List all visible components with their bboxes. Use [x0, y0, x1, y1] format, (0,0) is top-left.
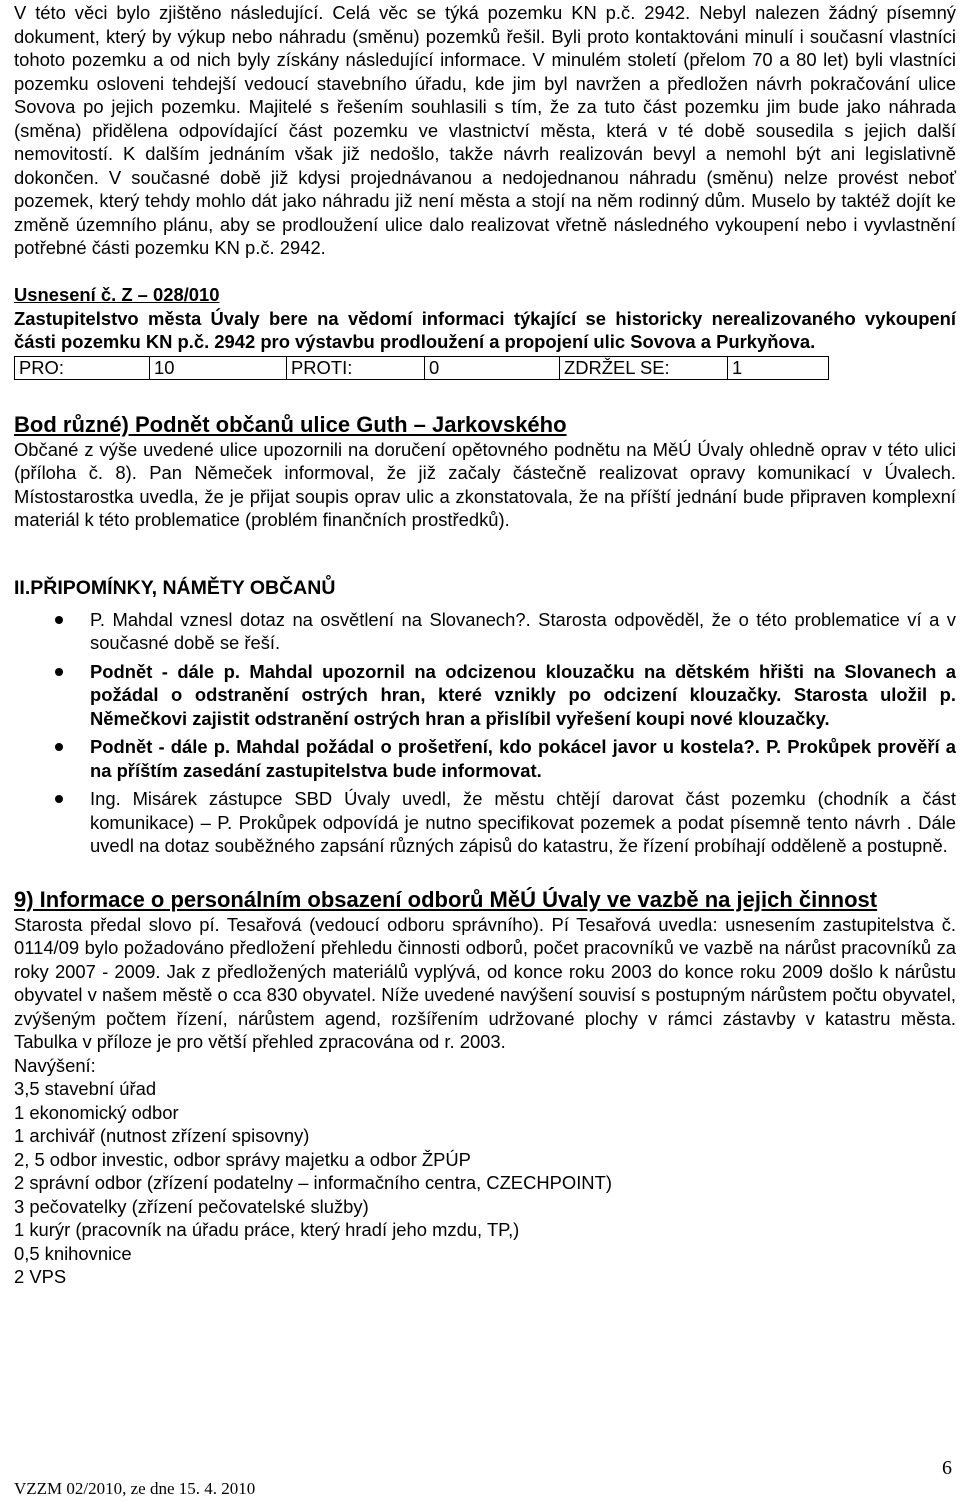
resolution-label — [14, 283, 956, 307]
bod-ruzne-heading-text: Bod různé) Podnět občanů ulice Guth – Jarkovského — [14, 411, 567, 437]
bullet-icon — [55, 616, 63, 624]
increase-item: 1 archivář (nutnost zřízení spisovny) — [14, 1125, 310, 1146]
bod-ruzne-heading — [14, 411, 956, 438]
intro-paragraph: V této věci bylo zjištěno následující. Celá věc se týká pozemku KN p.č. 2942. Nebyl nalezen žádný písemný dokument, který by výkup nebo náhradu (směnu) pozemků řešil. Byli proto kontaktováni minulí i současní vlastníci tohoto pozemku a od nich byly získány následující informace. V minulém století (přelom 70 a 80 let) byli vlastníci pozemku osloveni tehdejší vedoucí stavebního úřadu, kde jim byl navržen a předložen návrh pokračování ulice Sovova po jejich pozemku. Majitelé s řešením souhlasili s tím, že za tuto část pozemku jim bude jako náhrada (směna) přidělena odpovídající část pozemku ve vlastnictví města, která v té době sousedila s jejich další nemovitostí. K dalším jednáním však již nedošlo, takže návrh realizován bevyl a nemohl být ani legislativně dokončen. V současné době již kdysi projednávanou a nedojednanou náhradu (směnu) nelze provést neboť pozemek, který tehdy mohlo dát jako náhradu již není města a stojí na něm rodinný dům. Muselo by taktéž dojít ke změně územního plánu, aby se prodloužení ulice dalo realizovat vřetně následného vykoupení nebo i vyvlastnění potřebné části pozemku KN p.č. 2942. — [14, 2, 956, 258]
document-page — [14, 0, 956, 1289]
section9-paragraph: Starosta předal slovo pí. Tesařová (vedoucí odboru správního). Pí Tesařová uvedla: usnesením zastupitelstva č. 0114/09 bylo požadováno předložení přehledu činnosti odborů, počet pracovníků ve vazbě na nárůst pracovníků za roky 2007 - 2009. Jak z předložených materiálů vyplývá, od konce roku 2003 do konce roku 2009 došlo k nárůstu obyvatel v našem městě o cca 830 obyvatel. Níže uvedené navýšení souvisí s postupným nárůstem počtu obyvatel, zvýšeným počtem řízení, nárůstem agend, rozšířením udržované plochy v rámci zástavby v katastru města. Tabulka v příloze je pro větší přehled zpracována od r. 2003. — [14, 913, 956, 1052]
increase-item: 3 pečovatelky (zřízení pečovatelské služby) — [14, 1195, 369, 1217]
vote-table — [14, 356, 829, 380]
resolution-text: Zastupitelstvo města Úvaly bere na vědomí informaci týkající se historicky nerealizovaného vykoupení části pozemku KN p.č. 2942 pro výstavbu prodloužení a propojení ulic Sovova a Purkyňova. — [14, 307, 956, 352]
increase-item: 2, 5 odbor investic, odbor správy majetku a odbor ŽPÚP — [14, 1148, 471, 1170]
vote-zdrzel-value: 1 — [728, 356, 829, 379]
increase-item: 0,5 knihovnice — [14, 1242, 132, 1264]
increase-item: 3,5 stavební úřad — [14, 1078, 157, 1099]
remark-item — [14, 660, 956, 731]
vote-pro-value: 10 — [150, 356, 287, 379]
remark-item — [14, 735, 956, 782]
increase-list — [14, 1054, 956, 1289]
increase-item: 2 správní odbor (zřízení podatelny – informačního centra, CZECHPOINT) — [14, 1172, 612, 1193]
remarks-heading: II.PŘIPOMÍNKY, NÁMĚTY OBČANŮ — [14, 576, 336, 599]
remark-text: Podnět - dále p. Mahdal upozornil na odcizenou klouzačku na dětském hřišti na Slovanech a požádal o odstranění ostrých hran, které vznikly po odcizení klouzačky. Starosta uložil p. Němečkovi zajistit odstranění ostrých hran a přislíbil vyřešení koupi nové klouzačky. — [90, 660, 956, 729]
increase-item: 2 VPS — [14, 1266, 67, 1287]
increase-item: 1 kurýr (pracovník na úřadu práce, který hradí jeho mzdu, TP,) — [14, 1219, 520, 1240]
remark-text: P. Mahdal vznesl dotaz na osvětlení na Slovanech?. Starosta odpověděl, že o této problematice ví a v současné době se řeší. — [90, 608, 956, 653]
vote-pro-label: PRO: — [15, 356, 150, 379]
remark-item — [14, 787, 956, 858]
vote-proti-label: PROTI: — [287, 356, 425, 379]
remarks-list — [14, 608, 956, 858]
section9-heading — [14, 886, 956, 913]
footer-doc-ref: VZZM 02/2010, ze dne 15. 4. 2010 — [14, 1479, 256, 1498]
increase-label: Navýšení: — [14, 1054, 96, 1076]
bullet-icon — [55, 795, 63, 803]
bod-ruzne-paragraph: Občané z výše uvedené ulice upozornili na doručení opětovného podnětu na MěÚ Úvaly ohledně oprav v této ulici (příloha č. 8). Pan Němeček informoval, že již začaly částečně realizovat opravy komunikací v Úvalech. Místostarostka uvedla, že je přijat soupis oprav ulic a zkonstatovala, že na příští jednání bude připraven komplexní materiál k této problematice (problém finančních prostředků). — [14, 438, 956, 530]
bullet-icon — [55, 743, 63, 751]
vote-zdrzel-label: ZDRŽEL SE: — [560, 356, 728, 379]
resolution-label-text: Usnesení č. Z – 028/010 — [14, 284, 220, 305]
remark-item — [14, 608, 956, 655]
remark-text: Podnět - dále p. Mahdal požádal o prošetření, kdo pokácel javor u kostela?. P. Prokůpek prověří a na příštím zasedání zastupitelstva bude informovat. — [90, 736, 956, 781]
bullet-icon — [55, 668, 63, 676]
remark-text: Ing. Misárek zástupce SBD Úvaly uvedl, že městu chtějí darovat část pozemku (chodník a část komunikace) – P. Prokůpek odpovídá je nutno specifikovat pozemek a podat písemně tento návrh . Dále uvedl na dotaz souběžného zapsání různých zápisů do katastru, že řízení probíhají odděleně a postupně. — [90, 788, 956, 856]
increase-item: 1 ekonomický odbor — [14, 1101, 179, 1123]
vote-proti-value: 0 — [425, 356, 560, 379]
page-number: 6 — [942, 1457, 952, 1479]
section9-heading-text: 9) Informace o personálním obsazení odborů MěÚ Úvaly ve vazbě na jejich činnost — [14, 886, 878, 912]
